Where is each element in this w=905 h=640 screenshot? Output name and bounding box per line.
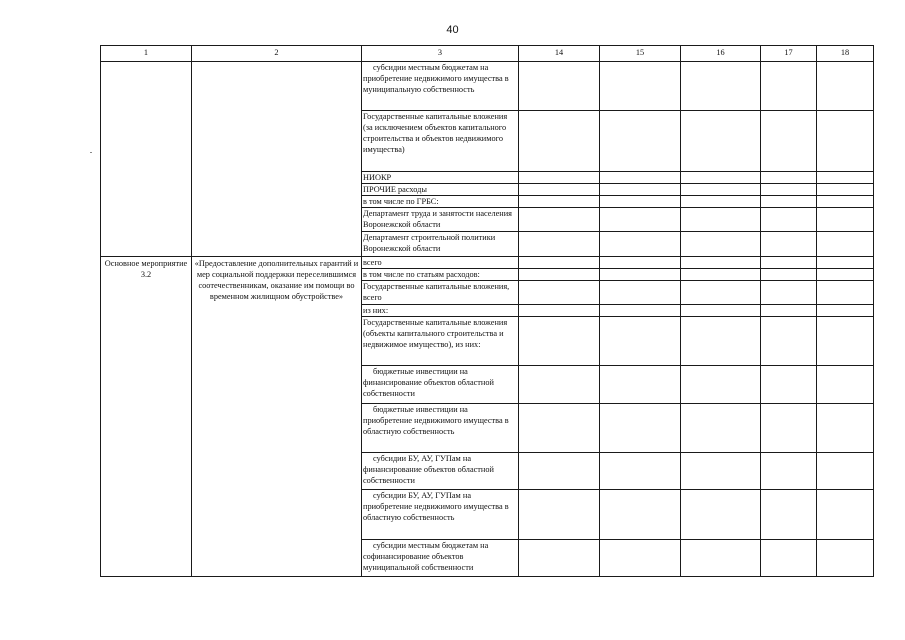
value-cell (600, 256, 681, 268)
value-cell (761, 490, 817, 539)
value-cell (817, 366, 874, 403)
expense-item-cell: в том числе по статьям расходов: (362, 268, 519, 280)
header-col-16: 16 (681, 46, 761, 62)
value-cell (681, 316, 761, 365)
value-cell (681, 280, 761, 304)
value-cell (600, 183, 681, 195)
value-cell (600, 62, 681, 111)
value-cell (681, 208, 761, 232)
value-cell (817, 539, 874, 576)
value-cell (817, 111, 874, 171)
expense-item-cell: Государственные капитальные вложения (объекты капитального строительства и недвижимое имущество), из них: (362, 316, 519, 365)
expense-item-cell: Департамент строительной политики Воронежской области (362, 232, 519, 256)
value-cell (600, 196, 681, 208)
expense-item-cell: НИОКР (362, 171, 519, 183)
expense-item-cell: Департамент труда и занятости населения Воронежской области (362, 208, 519, 232)
value-cell (817, 403, 874, 452)
page-number: 40 (446, 24, 459, 36)
header-col-3: 3 (362, 46, 519, 62)
table-row (101, 256, 874, 268)
value-cell (519, 366, 600, 403)
value-cell (519, 280, 600, 304)
value-cell (761, 256, 817, 268)
value-cell (681, 366, 761, 403)
value-cell (519, 539, 600, 576)
value-cell (600, 403, 681, 452)
expense-item-cell: ПРОЧИЕ расходы (362, 183, 519, 195)
value-cell (681, 171, 761, 183)
expense-item-cell: бюджетные инвестиции на приобретение недвижимого имущества в областную собственность (362, 403, 519, 452)
value-cell (817, 268, 874, 280)
value-cell (761, 453, 817, 490)
value-cell (681, 490, 761, 539)
col1-empty-cell (101, 62, 192, 257)
value-cell (817, 232, 874, 256)
value-cell (761, 183, 817, 195)
value-cell (600, 490, 681, 539)
value-cell (817, 196, 874, 208)
expense-item-cell: в том числе по ГРБС: (362, 196, 519, 208)
value-cell (761, 403, 817, 452)
expense-item-cell: из них: (362, 304, 519, 316)
value-cell (817, 256, 874, 268)
value-cell (817, 453, 874, 490)
expense-item-cell: субсидии БУ, АУ, ГУПам на приобретение недвижимого имущества в областную собственность (362, 490, 519, 539)
value-cell (761, 316, 817, 365)
value-cell (600, 453, 681, 490)
expense-item-cell: всего (362, 256, 519, 268)
scan-speck (90, 152, 92, 153)
header-col-15: 15 (600, 46, 681, 62)
value-cell (761, 62, 817, 111)
event-title-cell: «Предоставление дополнительных гарантий и мер социальной поддержки переселившимся соотечественникам, оказание им помощи во временном жилищном обустройстве» (192, 256, 362, 577)
value-cell (817, 304, 874, 316)
value-cell (519, 62, 600, 111)
value-cell (761, 539, 817, 576)
value-cell (681, 256, 761, 268)
table-row (101, 62, 874, 111)
value-cell (600, 304, 681, 316)
value-cell (600, 280, 681, 304)
header-col-14: 14 (519, 46, 600, 62)
value-cell (817, 280, 874, 304)
value-cell (761, 171, 817, 183)
value-cell (600, 171, 681, 183)
value-cell (681, 232, 761, 256)
value-cell (681, 403, 761, 452)
value-cell (519, 403, 600, 452)
value-cell (519, 453, 600, 490)
expense-item-cell: субсидии местным бюджетам на приобретение недвижимого имущества в муниципальную собственность (362, 62, 519, 111)
value-cell (519, 304, 600, 316)
value-cell (600, 268, 681, 280)
value-cell (519, 183, 600, 195)
header-col-17: 17 (761, 46, 817, 62)
value-cell (600, 316, 681, 365)
header-col-1: 1 (101, 46, 192, 62)
col2-empty-cell (192, 62, 362, 257)
value-cell (817, 208, 874, 232)
value-cell (519, 268, 600, 280)
table-body (101, 62, 874, 577)
value-cell (817, 171, 874, 183)
value-cell (761, 208, 817, 232)
value-cell (519, 490, 600, 539)
value-cell (681, 453, 761, 490)
value-cell (761, 366, 817, 403)
value-cell (600, 232, 681, 256)
value-cell (761, 304, 817, 316)
expense-item-cell: субсидии местным бюджетам на софинансирование объектов муниципальной собственности (362, 539, 519, 576)
value-cell (817, 316, 874, 365)
event-number-cell: Основное мероприятие 3.2 (101, 256, 192, 577)
value-cell (817, 183, 874, 195)
value-cell (681, 196, 761, 208)
value-cell (761, 232, 817, 256)
value-cell (681, 539, 761, 576)
value-cell (681, 62, 761, 111)
value-cell (681, 111, 761, 171)
expense-item-cell: субсидии БУ, АУ, ГУПам на финансирование объектов областной собственности (362, 453, 519, 490)
value-cell (519, 111, 600, 171)
value-cell (817, 490, 874, 539)
value-cell (761, 196, 817, 208)
value-cell (761, 280, 817, 304)
expense-item-cell: Государственные капитальные вложения, всего (362, 280, 519, 304)
value-cell (681, 304, 761, 316)
value-cell (600, 539, 681, 576)
expenditure-table (100, 45, 874, 577)
header-col-2: 2 (192, 46, 362, 62)
value-cell (681, 268, 761, 280)
value-cell (519, 208, 600, 232)
header-row (101, 46, 874, 62)
value-cell (600, 208, 681, 232)
value-cell (761, 268, 817, 280)
value-cell (519, 256, 600, 268)
value-cell (817, 62, 874, 111)
value-cell (681, 183, 761, 195)
value-cell (519, 316, 600, 365)
value-cell (600, 111, 681, 171)
value-cell (519, 196, 600, 208)
value-cell (600, 366, 681, 403)
header-col-18: 18 (817, 46, 874, 62)
expense-item-cell: бюджетные инвестиции на финансирование объектов областной собственности (362, 366, 519, 403)
expense-item-cell: Государственные капитальные вложения (за исключением объектов капитального строительства и объектов недвижимого имущества) (362, 111, 519, 171)
value-cell (519, 232, 600, 256)
value-cell (519, 171, 600, 183)
value-cell (761, 111, 817, 171)
